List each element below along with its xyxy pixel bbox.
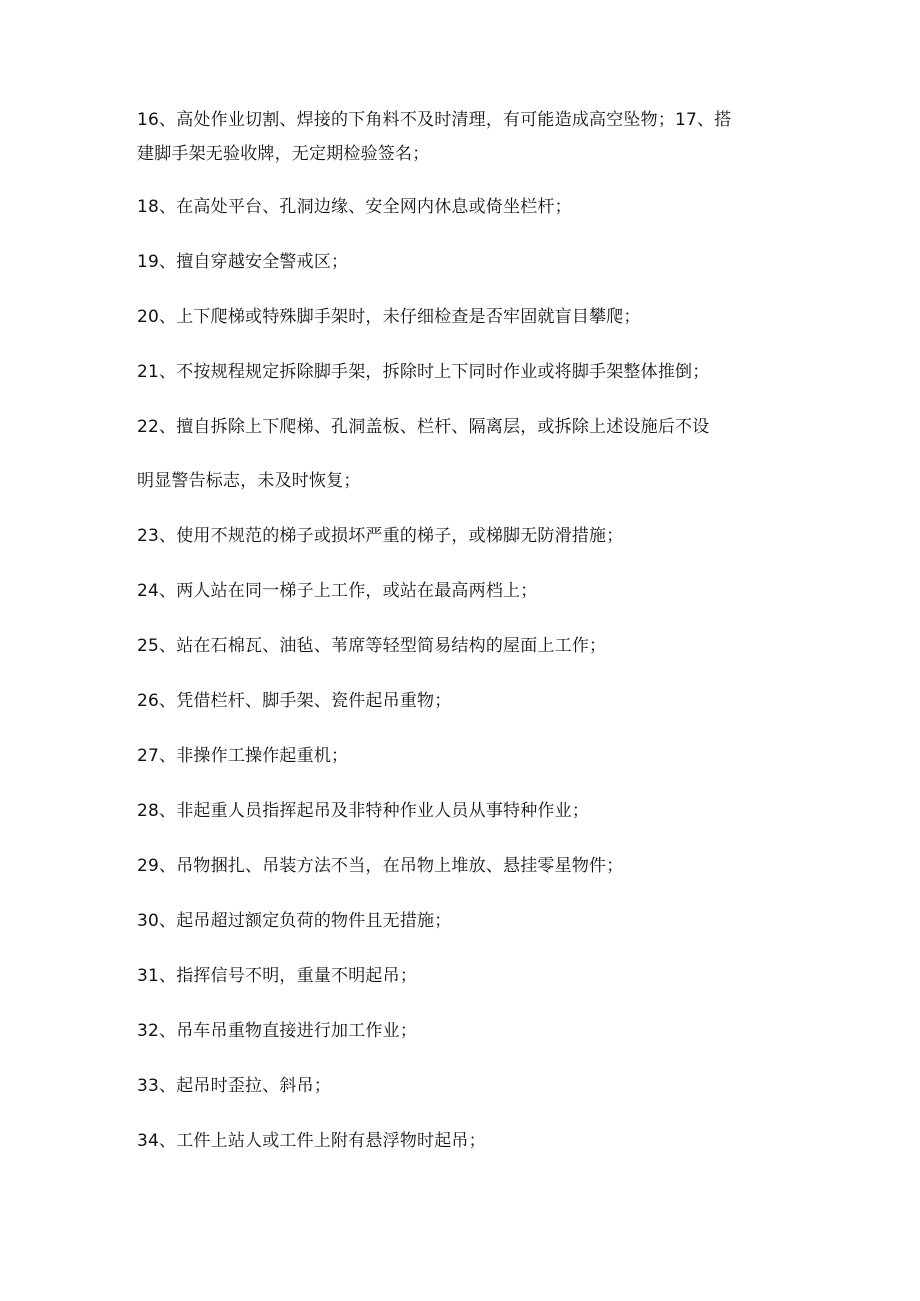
paragraph-line: 32、吊车吊重物直接进行加工作业； [137, 1021, 418, 1041]
paragraph-line: 31、指挥信号不明，重量不明起吊； [137, 966, 418, 986]
paragraph-line: 21、不按规程规定拆除脚手架，拆除时上下同时作业或将脚手架整体推倒； [137, 362, 710, 382]
paragraph-line: 18、在高处平台、孔洞边缘、安全网内休息或倚坐栏杆； [137, 197, 572, 217]
paragraph-line: 29、吊物捆扎、吊装方法不当，在吊物上堆放、悬挂零星物件； [137, 856, 624, 876]
paragraph-line: 26、凭借栏杆、脚手架、瓷件起吊重物； [137, 691, 452, 711]
paragraph-line: 明显警告标志，未及时恢复； [137, 471, 361, 491]
paragraph-line: 22、擅自拆除上下爬梯、孔洞盖板、栏杆、隔离层，或拆除上述设施后不设 [137, 417, 710, 437]
paragraph-line: 19、擅自穿越安全警戒区； [137, 252, 349, 272]
paragraph-line: 28、非起重人员指挥起吊及非特种作业人员从事特种作业； [137, 801, 590, 821]
paragraph-line: 27、非操作工操作起重机； [137, 746, 349, 766]
paragraph-line: 33、起吊时歪拉、斜吊； [137, 1076, 332, 1096]
paragraph-line: 23、使用不规范的梯子或损坏严重的梯子，或梯脚无防滑措施； [137, 526, 624, 546]
paragraph-line: 建脚手架无验收牌，无定期检验签名； [137, 144, 430, 164]
paragraph-line: 16、高处作业切割、焊接的下角料不及时清理，有可能造成高空坠物；17、搭 [137, 110, 732, 130]
paragraph-line: 30、起吊超过额定负荷的物件且无措施； [137, 911, 452, 931]
paragraph-line: 25、站在石棉瓦、油毡、苇席等轻型简易结构的屋面上工作； [137, 636, 607, 656]
paragraph-line: 34、工件上站人或工件上附有悬浮物时起吊； [137, 1131, 486, 1151]
paragraph-line: 24、两人站在同一梯子上工作，或站在最高两档上； [137, 581, 538, 601]
paragraph-line: 20、上下爬梯或特殊脚手架时，未仔细检查是否牢固就盲目攀爬； [137, 307, 641, 327]
